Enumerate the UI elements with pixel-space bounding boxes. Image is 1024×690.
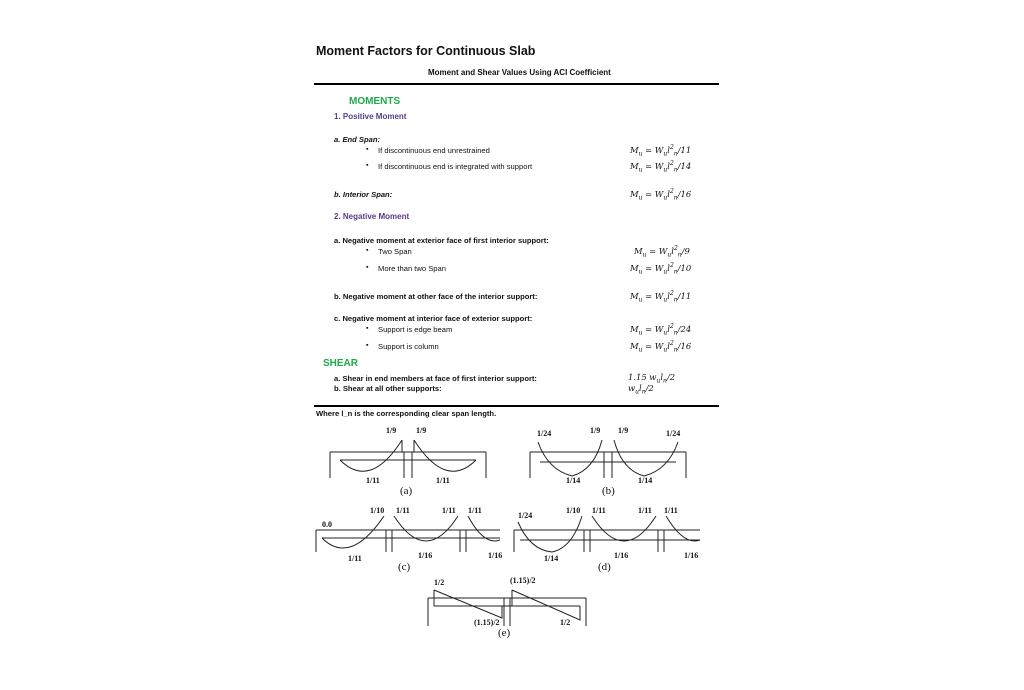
diagram-b-bottom-1: 1/14 <box>566 476 581 485</box>
diagram-c-top-1: 0.0 <box>322 520 332 529</box>
neg-c-label: c. Negative moment at interior face of exterior support: <box>334 314 533 323</box>
diagram-e-top-1: 1/2 <box>434 578 445 587</box>
bullet-icon: ▪ <box>366 264 369 271</box>
diagram-a-top-2: 1/9 <box>416 426 427 435</box>
diagram-c-top-2: 1/10 <box>370 506 385 515</box>
formula-end-span-2: $M_u = W_ul^2_n/14$ <box>630 160 692 174</box>
diagram-d-bottom-1: 1/14 <box>544 554 559 563</box>
neg-c-item-2: Support is column <box>378 342 439 351</box>
diagram-b-top-2: 1/9 <box>590 426 601 435</box>
formula-neg-c-1: $M_u = W_ul^2_n/24$ <box>630 323 692 337</box>
formula-shear-b: $w_ul_n/2$ <box>628 383 654 396</box>
diagram-a-caption: (a) <box>400 485 413 497</box>
diagram-b-top-1: 1/24 <box>537 429 552 438</box>
bullet-icon: ▪ <box>366 325 369 332</box>
formula-shear-a: 1.15 $w_ul_n/2$ <box>628 372 676 385</box>
diagram-d-top-2: 1/10 <box>566 506 581 515</box>
bullet-icon: ▪ <box>366 247 369 254</box>
diagram-d-top-1: 1/24 <box>518 511 533 520</box>
diagram-b-top-4: 1/24 <box>666 429 681 438</box>
neg-a-item-1: Two Span <box>378 247 412 256</box>
diagram-c-bottom-2: 1/16 <box>418 551 433 560</box>
diagram-c-caption: (c) <box>398 561 411 573</box>
diagram-e <box>428 576 586 639</box>
diagram-e-bottom-2: 1/2 <box>560 618 571 627</box>
diagram-b-bottom-2: 1/14 <box>638 476 653 485</box>
negative-moment-label: 2. Negative Moment <box>334 212 410 221</box>
end-span-item-2: If discontinuous end is integrated with support <box>378 162 533 171</box>
formula-neg-a-1: $M_u = W_ul^2_n/9$ <box>634 245 690 259</box>
formula-interior-span: $M_u = W_ul^2_n/16$ <box>630 188 692 202</box>
shear-item-b: b. Shear at all other supports: <box>334 384 442 393</box>
diagram-c <box>316 506 502 573</box>
interior-span-label: b. Interior Span: <box>334 190 393 199</box>
neg-c-item-1: Support is edge beam <box>378 325 453 334</box>
diagram-d-top-5: 1/11 <box>664 506 678 515</box>
diagram-a-top-1: 1/9 <box>386 426 397 435</box>
diagram-d <box>514 506 700 573</box>
bullet-icon: ▪ <box>366 342 369 349</box>
diagram-e-top-2: (1.15)/2 <box>510 576 536 585</box>
moments-heading: MOMENTS <box>349 96 401 107</box>
diagram-a <box>330 426 486 497</box>
end-span-label: a. End Span: <box>334 135 380 144</box>
span-length-note: Where l_n is the corresponding clear span length. <box>316 409 497 418</box>
positive-moment-label: 1. Positive Moment <box>334 112 407 121</box>
neg-b-label: b. Negative moment at other face of the interior support: <box>334 292 538 301</box>
end-span-item-1: If discontinuous end unrestrained <box>378 146 490 155</box>
diagram-c-bottom-3: 1/16 <box>488 551 503 560</box>
diagram-d-top-4: 1/11 <box>638 506 652 515</box>
bullet-icon: ▪ <box>366 146 369 153</box>
formula-neg-a-2: $M_u = W_ul^2_n/10$ <box>630 262 692 276</box>
document-title: Moment Factors for Continuous Slab <box>316 44 536 58</box>
document-subtitle: Moment and Shear Values Using ACI Coefficient <box>428 68 611 77</box>
neg-a-label: a. Negative moment at exterior face of first interior support: <box>334 236 549 245</box>
diagram-d-caption: (d) <box>598 561 611 573</box>
formula-neg-b: $M_u = W_ul^2_n/11$ <box>630 290 692 304</box>
shear-item-a: a. Shear in end members at face of first interior support: <box>334 374 537 383</box>
shear-heading: SHEAR <box>323 358 359 369</box>
diagram-c-top-4: 1/11 <box>442 506 456 515</box>
diagram-b-caption: (b) <box>602 485 615 497</box>
diagram-c-top-5: 1/11 <box>468 506 482 515</box>
diagram-e-caption: (e) <box>498 627 511 639</box>
diagram-c-bottom-1: 1/11 <box>348 554 362 563</box>
formula-end-span-1: $M_u = W_ul^2_n/11$ <box>630 144 692 158</box>
diagram-b <box>530 426 686 497</box>
diagram-b-top-3: 1/9 <box>618 426 629 435</box>
neg-a-item-2: More than two Span <box>378 264 446 273</box>
diagram-d-bottom-2: 1/16 <box>614 551 629 560</box>
diagram-d-top-3: 1/11 <box>592 506 606 515</box>
formula-neg-c-2: $M_u = W_ul^2_n/16$ <box>630 340 692 354</box>
diagram-c-top-3: 1/11 <box>396 506 410 515</box>
diagram-a-bottom-1: 1/11 <box>366 476 380 485</box>
diagram-a-bottom-2: 1/11 <box>436 476 450 485</box>
diagram-d-bottom-3: 1/16 <box>684 551 699 560</box>
bullet-icon: ▪ <box>366 162 369 169</box>
diagram-e-bottom-1: (1.15)/2 <box>474 618 500 627</box>
